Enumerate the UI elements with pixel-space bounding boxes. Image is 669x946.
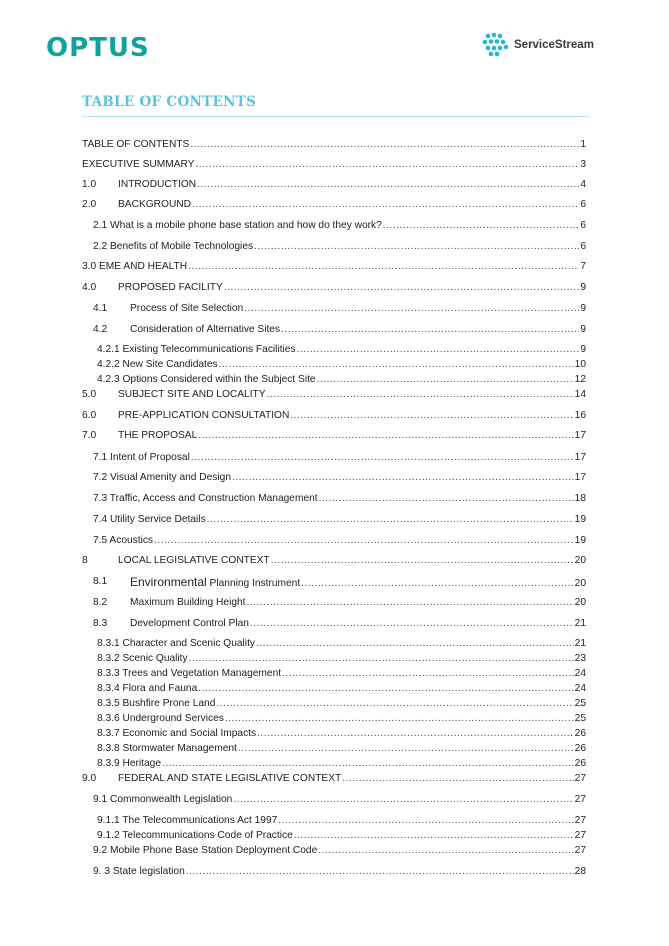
toc-entry[interactable] <box>0 178 669 192</box>
toc-entry-page: 26 <box>574 758 586 769</box>
toc-entry-page: 9 <box>580 324 586 335</box>
dot-leader <box>195 158 579 172</box>
toc-entry-title: 7.2 Visual Amenity and Design <box>93 472 231 483</box>
toc-entry-title: 8.3.2 Scenic Quality <box>97 653 188 664</box>
toc-entry-number: 7.0 <box>82 430 97 441</box>
toc-entry-title: Maximum Building Height <box>130 597 246 608</box>
toc-entry-title: BACKGROUND <box>118 199 192 210</box>
toc-entry-page: 10 <box>574 359 586 370</box>
dot-leader <box>282 667 574 681</box>
dot-leader <box>224 281 580 295</box>
toc-entry-title: 8.3.7 Economic and Social Impacts <box>97 728 257 739</box>
dot-leader <box>197 178 579 192</box>
toc-entry[interactable] <box>0 652 669 666</box>
toc-entry[interactable] <box>0 865 669 879</box>
dot-leader <box>233 793 573 807</box>
toc-entry[interactable] <box>0 158 669 172</box>
toc-entry-page: 27 <box>574 815 586 826</box>
toc-entry-title: 8.3.5 Bushfire Prone Land <box>97 698 216 709</box>
dot-leader <box>317 373 574 387</box>
toc-entry-title: 4.2.3 Options Considered within the Subject Site <box>97 374 316 385</box>
toc-entry-title <box>130 575 301 591</box>
toc-entry-number: 8.3 <box>93 618 108 629</box>
dot-leader <box>198 682 573 696</box>
toc-entry-page: 27 <box>574 794 586 805</box>
toc-entry-title: 8.3.1 Character and Scenic Quality <box>97 638 255 649</box>
toc-entry-page: 25 <box>574 698 586 709</box>
toc-entry-page: 9 <box>580 344 586 355</box>
toc-entry-page: 19 <box>574 514 586 525</box>
toc-entry-number: 6.0 <box>82 410 97 421</box>
toc-entry-page: 12 <box>574 374 586 385</box>
toc-entry[interactable] <box>0 829 669 843</box>
toc-entry-page: 23 <box>574 653 586 664</box>
toc-entry-title: 9.1.2 Telecommunications Code of Practice <box>97 830 293 841</box>
toc-entry-title: FEDERAL AND STATE LEGISLATIVE CONTEXT <box>118 773 342 784</box>
toc-entry[interactable] <box>0 757 669 771</box>
servicestream-logo <box>482 32 594 58</box>
toc-entry-page: 20 <box>574 555 586 566</box>
dot-leader <box>294 829 574 843</box>
toc-entry[interactable] <box>0 138 669 152</box>
toc-entry-title: 2.1 What is a mobile phone base station and how do they work? <box>93 220 382 231</box>
toc-entry-page: 19 <box>574 535 586 546</box>
toc-entry-title: SUBJECT SITE AND LOCALITY <box>118 389 266 400</box>
dot-leader <box>207 513 574 527</box>
toc-entry[interactable] <box>0 513 669 527</box>
dot-leader <box>257 727 574 741</box>
toc-entry-page: 27 <box>574 773 586 784</box>
dot-leader <box>238 742 574 756</box>
toc-entry-number: 8.2 <box>93 597 108 608</box>
toc-entry[interactable] <box>0 742 669 756</box>
toc-entry-title: 4.2.2 New Site Candidates <box>97 359 218 370</box>
toc-entry[interactable] <box>0 667 669 681</box>
toc-entry[interactable] <box>0 240 669 254</box>
toc-entry-title: 3.0 EME AND HEALTH <box>82 261 188 272</box>
toc-entry-page: 26 <box>574 743 586 754</box>
toc-entry-title: 8.3.4 Flora and Fauna <box>97 683 198 694</box>
toc-entry[interactable] <box>0 554 669 568</box>
dot-leader <box>297 343 580 357</box>
dot-leader <box>301 577 573 591</box>
toc-entry-page: 6 <box>580 199 586 210</box>
toc-entry-page: 27 <box>574 830 586 841</box>
toc-entry-page: 25 <box>574 713 586 724</box>
dot-leader <box>271 554 574 568</box>
toc-entry-page: 24 <box>574 683 586 694</box>
toc-entry[interactable] <box>0 793 669 807</box>
dot-leader <box>191 451 574 465</box>
servicestream-wordmark: ServiceStream <box>514 39 594 51</box>
toc-entry-number: 9.0 <box>82 773 97 784</box>
toc-entry-number: 8.1 <box>93 576 108 587</box>
dot-leader <box>250 617 574 631</box>
dot-leader <box>186 865 574 879</box>
toc-entry-title: 8.3.9 Heritage <box>97 758 161 769</box>
dot-leader <box>154 534 574 548</box>
toc-entry-page: 4 <box>580 179 586 190</box>
toc-entry[interactable] <box>0 637 669 651</box>
toc-entry-page: 17 <box>574 472 586 483</box>
toc-entry-page: 9 <box>580 282 586 293</box>
toc-entry-number: 4.2 <box>93 324 108 335</box>
toc-entry-page: 21 <box>574 618 586 629</box>
toc-entry[interactable] <box>0 844 669 858</box>
optus-logo: OPTUS <box>46 33 150 63</box>
toc-entry[interactable] <box>0 260 669 274</box>
toc-entry-title: 7.3 Traffic, Access and Construction Management <box>93 493 318 504</box>
toc-entry-page: 16 <box>574 410 586 421</box>
toc-entry-title-part: Environmental <box>130 575 207 589</box>
dot-leader <box>162 757 574 771</box>
dot-leader <box>198 429 573 443</box>
dot-leader <box>244 302 579 316</box>
toc-entry[interactable] <box>0 219 669 233</box>
dot-leader <box>256 637 574 651</box>
dot-leader <box>219 358 574 372</box>
servicestream-mark-icon <box>482 32 510 58</box>
toc-entry[interactable] <box>0 323 669 337</box>
toc-entry-number: 8 <box>82 555 88 566</box>
toc-entry[interactable] <box>0 534 669 548</box>
toc-entry-page: 18 <box>574 493 586 504</box>
dot-leader <box>278 814 573 828</box>
toc-entry-page: 28 <box>574 866 586 877</box>
dot-leader <box>318 844 573 858</box>
toc-entry-title: LOCAL LEGISLATIVE CONTEXT <box>118 555 270 566</box>
toc-entry-title: 8.3.6 Underground Services <box>97 713 224 724</box>
dot-leader <box>225 712 574 726</box>
toc-entry-page: 26 <box>574 728 586 739</box>
toc-entry-title: Development Control Plan <box>130 618 249 629</box>
toc-entry[interactable] <box>0 712 669 726</box>
dot-leader <box>190 138 579 152</box>
toc-entry-page: 20 <box>574 578 586 589</box>
toc-entry-page: 3 <box>580 159 586 170</box>
toc-entry-title: 9.1 Commonwealth Legislation <box>93 794 233 805</box>
toc-entry-title: Process of Site Selection <box>130 303 244 314</box>
dot-leader <box>319 492 574 506</box>
toc-entry[interactable] <box>0 575 669 589</box>
toc-entry[interactable] <box>0 409 669 423</box>
toc-entry-number: 5.0 <box>82 389 97 400</box>
dot-leader <box>267 388 574 402</box>
toc-entry[interactable] <box>0 302 669 316</box>
toc-entry[interactable] <box>0 451 669 465</box>
dot-leader <box>192 198 579 212</box>
dot-leader <box>290 409 573 423</box>
toc-entry-page: 24 <box>574 668 586 679</box>
heading-divider <box>82 116 589 117</box>
toc-entry[interactable] <box>0 388 669 402</box>
toc-entry-title: EXECUTIVE SUMMARY <box>82 159 195 170</box>
toc-entry-title: TABLE OF CONTENTS <box>82 139 190 150</box>
toc-entry-title: 9.1.1 The Telecommunications Act 1997 <box>97 815 278 826</box>
toc-entry-title: Consideration of Alternative Sites <box>130 324 281 335</box>
toc-entry[interactable] <box>0 727 669 741</box>
dot-leader <box>254 240 579 254</box>
toc-entry-page: 20 <box>574 597 586 608</box>
toc-entry-title: 9. 3 State legislation <box>93 866 185 877</box>
toc-entry-number: 2.0 <box>82 199 97 210</box>
toc-entry-page: 9 <box>580 303 586 314</box>
toc-entry-page: 7 <box>580 261 586 272</box>
dot-leader <box>216 697 573 711</box>
toc-entry-title: THE PROPOSAL <box>118 430 198 441</box>
toc-entry-page: 27 <box>574 845 586 856</box>
toc-entry[interactable] <box>0 281 669 295</box>
toc-entry[interactable] <box>0 492 669 506</box>
toc-entry[interactable] <box>0 697 669 711</box>
toc-entry[interactable] <box>0 358 669 372</box>
toc-entry[interactable] <box>0 617 669 631</box>
toc-entry-page: 1 <box>580 139 586 150</box>
dot-leader <box>383 219 580 233</box>
toc-entry-title: 7.4 Utility Service Details <box>93 514 206 525</box>
dot-leader <box>281 323 579 337</box>
toc-entry-title: INTRODUCTION <box>118 179 197 190</box>
toc-entry-page: 17 <box>574 430 586 441</box>
toc-entry[interactable] <box>0 373 669 387</box>
toc-entry-title-part: Planning Instrument <box>206 578 301 589</box>
toc-entry[interactable] <box>0 343 669 357</box>
toc-entry[interactable] <box>0 471 669 485</box>
dot-leader <box>189 652 574 666</box>
toc-entry-title: 2.2 Benefits of Mobile Technologies <box>93 241 254 252</box>
toc-entry[interactable] <box>0 682 669 696</box>
toc-entry-title: 9.2 Mobile Phone Base Station Deployment Code <box>93 845 318 856</box>
dot-leader <box>232 471 574 485</box>
dot-leader <box>247 596 574 610</box>
toc-entry-number: 1.0 <box>82 179 97 190</box>
toc-entry-title: 7.1 Intent of Proposal <box>93 452 190 463</box>
toc-entry-title: PRE-APPLICATION CONSULTATION <box>118 410 290 421</box>
toc-entry-number: 4.0 <box>82 282 97 293</box>
toc-entry-title: PROPOSED FACILITY <box>118 282 223 293</box>
toc-entry-title: 4.2.1 Existing Telecommunications Facilities <box>97 344 296 355</box>
toc-entry[interactable] <box>0 814 669 828</box>
toc-entry-page: 6 <box>580 241 586 252</box>
toc-heading: TABLE OF CONTENTS <box>82 94 257 110</box>
toc-entry-page: 14 <box>574 389 586 400</box>
toc-entry-page: 6 <box>580 220 586 231</box>
toc-entry[interactable] <box>0 596 669 610</box>
toc-entry-number: 4.1 <box>93 303 108 314</box>
toc-entry[interactable] <box>0 198 669 212</box>
toc-entry-title: 8.3.8 Stormwater Management <box>97 743 237 754</box>
toc-entry-page: 21 <box>574 638 586 649</box>
toc-entry-title: 7.5 Acoustics <box>93 535 154 546</box>
dot-leader <box>188 260 579 274</box>
toc-entry-page: 17 <box>574 452 586 463</box>
toc-entry-title: 8.3.3 Trees and Vegetation Management <box>97 668 282 679</box>
dot-leader <box>342 772 573 786</box>
toc-entry[interactable] <box>0 429 669 443</box>
toc-entry[interactable] <box>0 772 669 786</box>
